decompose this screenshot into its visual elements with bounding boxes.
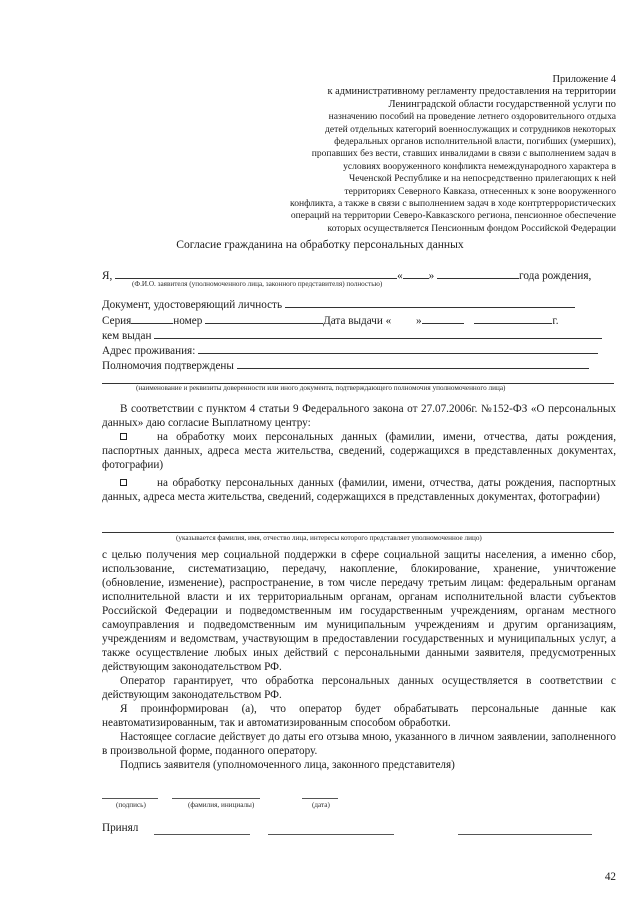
annex-line: федеральных органов исполнительной власти, погибших (умерших), <box>334 136 616 148</box>
person-hint: (указывается фамилия, имя, отчество лица, интересы которого представляет уполномоченное лицо) <box>176 534 482 542</box>
body-paragraph: Настоящее согласие действует до даты его отзыва мною, указанного в личном заявлении, заполненного в произвольной форме, поданного оператору. <box>102 731 616 757</box>
birth-year-label: года рождения, <box>519 270 592 282</box>
powers-hint: (наименование и реквизиты доверенности или иного документа, подтверждающего полномочия уполномоченного лица) <box>136 384 506 392</box>
consent-body <box>102 548 616 772</box>
document-title: Согласие гражданина на обработку персональных данных <box>176 238 464 251</box>
powers-field[interactable] <box>237 358 589 369</box>
document-row <box>102 297 575 311</box>
date-line[interactable] <box>302 798 338 799</box>
option-2-checkbox[interactable] <box>120 479 127 486</box>
consent-intro: В соответствии с пунктом 4 статьи 9 Федерального закона от 27.07.2006г. №152-ФЗ «О персональных данных» даю согласие Выплатному центру: <box>102 403 616 429</box>
person-line <box>102 532 614 533</box>
annex-line: детей отдельных категорий военнослужащих и сотрудников некоторых <box>325 123 616 135</box>
document-field[interactable] <box>285 297 575 308</box>
address-row <box>102 343 598 357</box>
sign-line[interactable] <box>102 798 158 799</box>
annex-line: условиях вооруженного конфликта немеждународного характера в <box>343 160 616 172</box>
issue-date-label: Дата выдачи « <box>323 315 392 327</box>
fio-hint: (Ф.И.О. заявителя (уполномоченного лица, законного представителя) полностью) <box>132 280 383 288</box>
annex-line: пропавших без вести, ставших инвалидами в связи с выполнением задач в <box>311 148 616 160</box>
annex-line: к административному регламенту предоставления на территории <box>327 86 616 98</box>
series-row <box>102 313 559 327</box>
number-field[interactable] <box>205 313 323 324</box>
series-label: Серия <box>102 315 132 327</box>
powers-row <box>102 358 589 372</box>
number-label: номер <box>173 315 203 327</box>
accepted-date-line[interactable] <box>458 834 592 835</box>
birth-month-field[interactable] <box>437 268 519 279</box>
issued-by-field[interactable] <box>154 328 602 339</box>
annex-line: Приложение 4 <box>552 74 616 85</box>
doc-label: Документ, удостоверяющий личность <box>102 299 283 311</box>
body-paragraph: с целью получения мер социальной поддержки в сфере социальной защиты населения, а именно сбор, использование, систематизацию, передачу, накопление, блокирование, хранение, уничтожение (обновление, изменение), распространение, в том числе передачу третьим лицам: федеральным органам исполнительной власти и их территориальным органам, органам исполнительной власти субъектов Российской Федерации и подведомственным им государственным учреждениям, органам местного самоуправления и подведомственным им муниципальным учреждениям и другим организациям, учреждениям и ведомствам, участвующим в предоставлении государственных и муниципальных услуг, а также осуществление любых иных действий с персональными данными заявителя, предусмотренных действующим законодательством РФ. <box>102 549 616 673</box>
option-1-checkbox[interactable] <box>120 433 127 440</box>
name-line[interactable] <box>172 798 260 799</box>
annex-header <box>276 74 616 235</box>
quote-open: « <box>397 270 403 282</box>
body-paragraph: Подпись заявителя (уполномоченного лица, законного представителя) <box>120 759 455 771</box>
body-paragraph: Я проинформирован (а), что оператор будет обрабатывать персональные данные как неавтоматизированным, так и автоматизированным способом обработки. <box>102 703 616 729</box>
body-paragraph: Оператор гарантирует, что обработка персональных данных осуществляется в соответствии с действующим законодательством РФ. <box>102 675 616 701</box>
address-label: Адрес проживания: <box>102 345 196 357</box>
issue-day-field[interactable] <box>394 314 416 324</box>
accepted-name-line[interactable] <box>268 834 394 835</box>
annex-line: территориях Северного Кавказа, отнесенных к зоне вооруженного <box>344 185 616 197</box>
option-1-text: на обработку моих персональных данных (фамилии, имени, отчества, даты рождения, паспортных данных, адреса места жительства, сведений, содержащихся в представленных документах, фотографии) <box>102 431 616 471</box>
annex-line: Ленинградской области государственной услуги по <box>388 98 616 110</box>
annex-line: конфликта, а также в связи с выполнением задач в ходе контртеррористических <box>290 198 616 210</box>
issue-year-field[interactable] <box>474 313 552 324</box>
date-hint: (дата) <box>312 801 330 809</box>
applicant-name-field[interactable] <box>115 268 397 279</box>
sign-hint: (подпись) <box>116 801 146 809</box>
option-2-text: на обработку персональных данных (фамилии, имени, отчества, даты рождения, паспортных данных, адреса места жительства, сведений, содержащихся в представленных документах, фотографии) <box>102 477 616 503</box>
annex-line: Чеченской Республике и на непосредственно прилегающих к ней <box>348 173 616 185</box>
year-suffix: г. <box>552 315 559 327</box>
annex-line: которых осуществляется Пенсионным фондом Российской Федерации <box>327 222 616 234</box>
name-hint: (фамилия, инициалы) <box>188 801 255 809</box>
issue-date-close: » <box>416 315 422 327</box>
quote-close: » <box>428 270 435 282</box>
issue-month-field[interactable] <box>422 313 464 324</box>
page-number: 42 <box>604 871 616 883</box>
accepted-label: Принял <box>102 822 139 834</box>
annex-line: операций на территории Северо-Кавказского региона, пенсионное обеспечение <box>290 210 616 222</box>
address-field[interactable] <box>198 343 598 354</box>
option-1 <box>102 430 616 472</box>
option-2 <box>102 476 616 504</box>
issued-by-row <box>102 328 602 342</box>
birth-day-field[interactable] <box>403 268 429 279</box>
powers-label: Полномочия подтверждены <box>102 360 234 372</box>
accepted-sign-line[interactable] <box>154 834 250 835</box>
issued-by-label: кем выдан <box>102 330 152 342</box>
i-label: Я, <box>102 270 113 282</box>
annex-line: назначению пособий на проведение летнего оздоровительного отдыха <box>328 111 616 123</box>
series-field[interactable] <box>131 313 173 324</box>
